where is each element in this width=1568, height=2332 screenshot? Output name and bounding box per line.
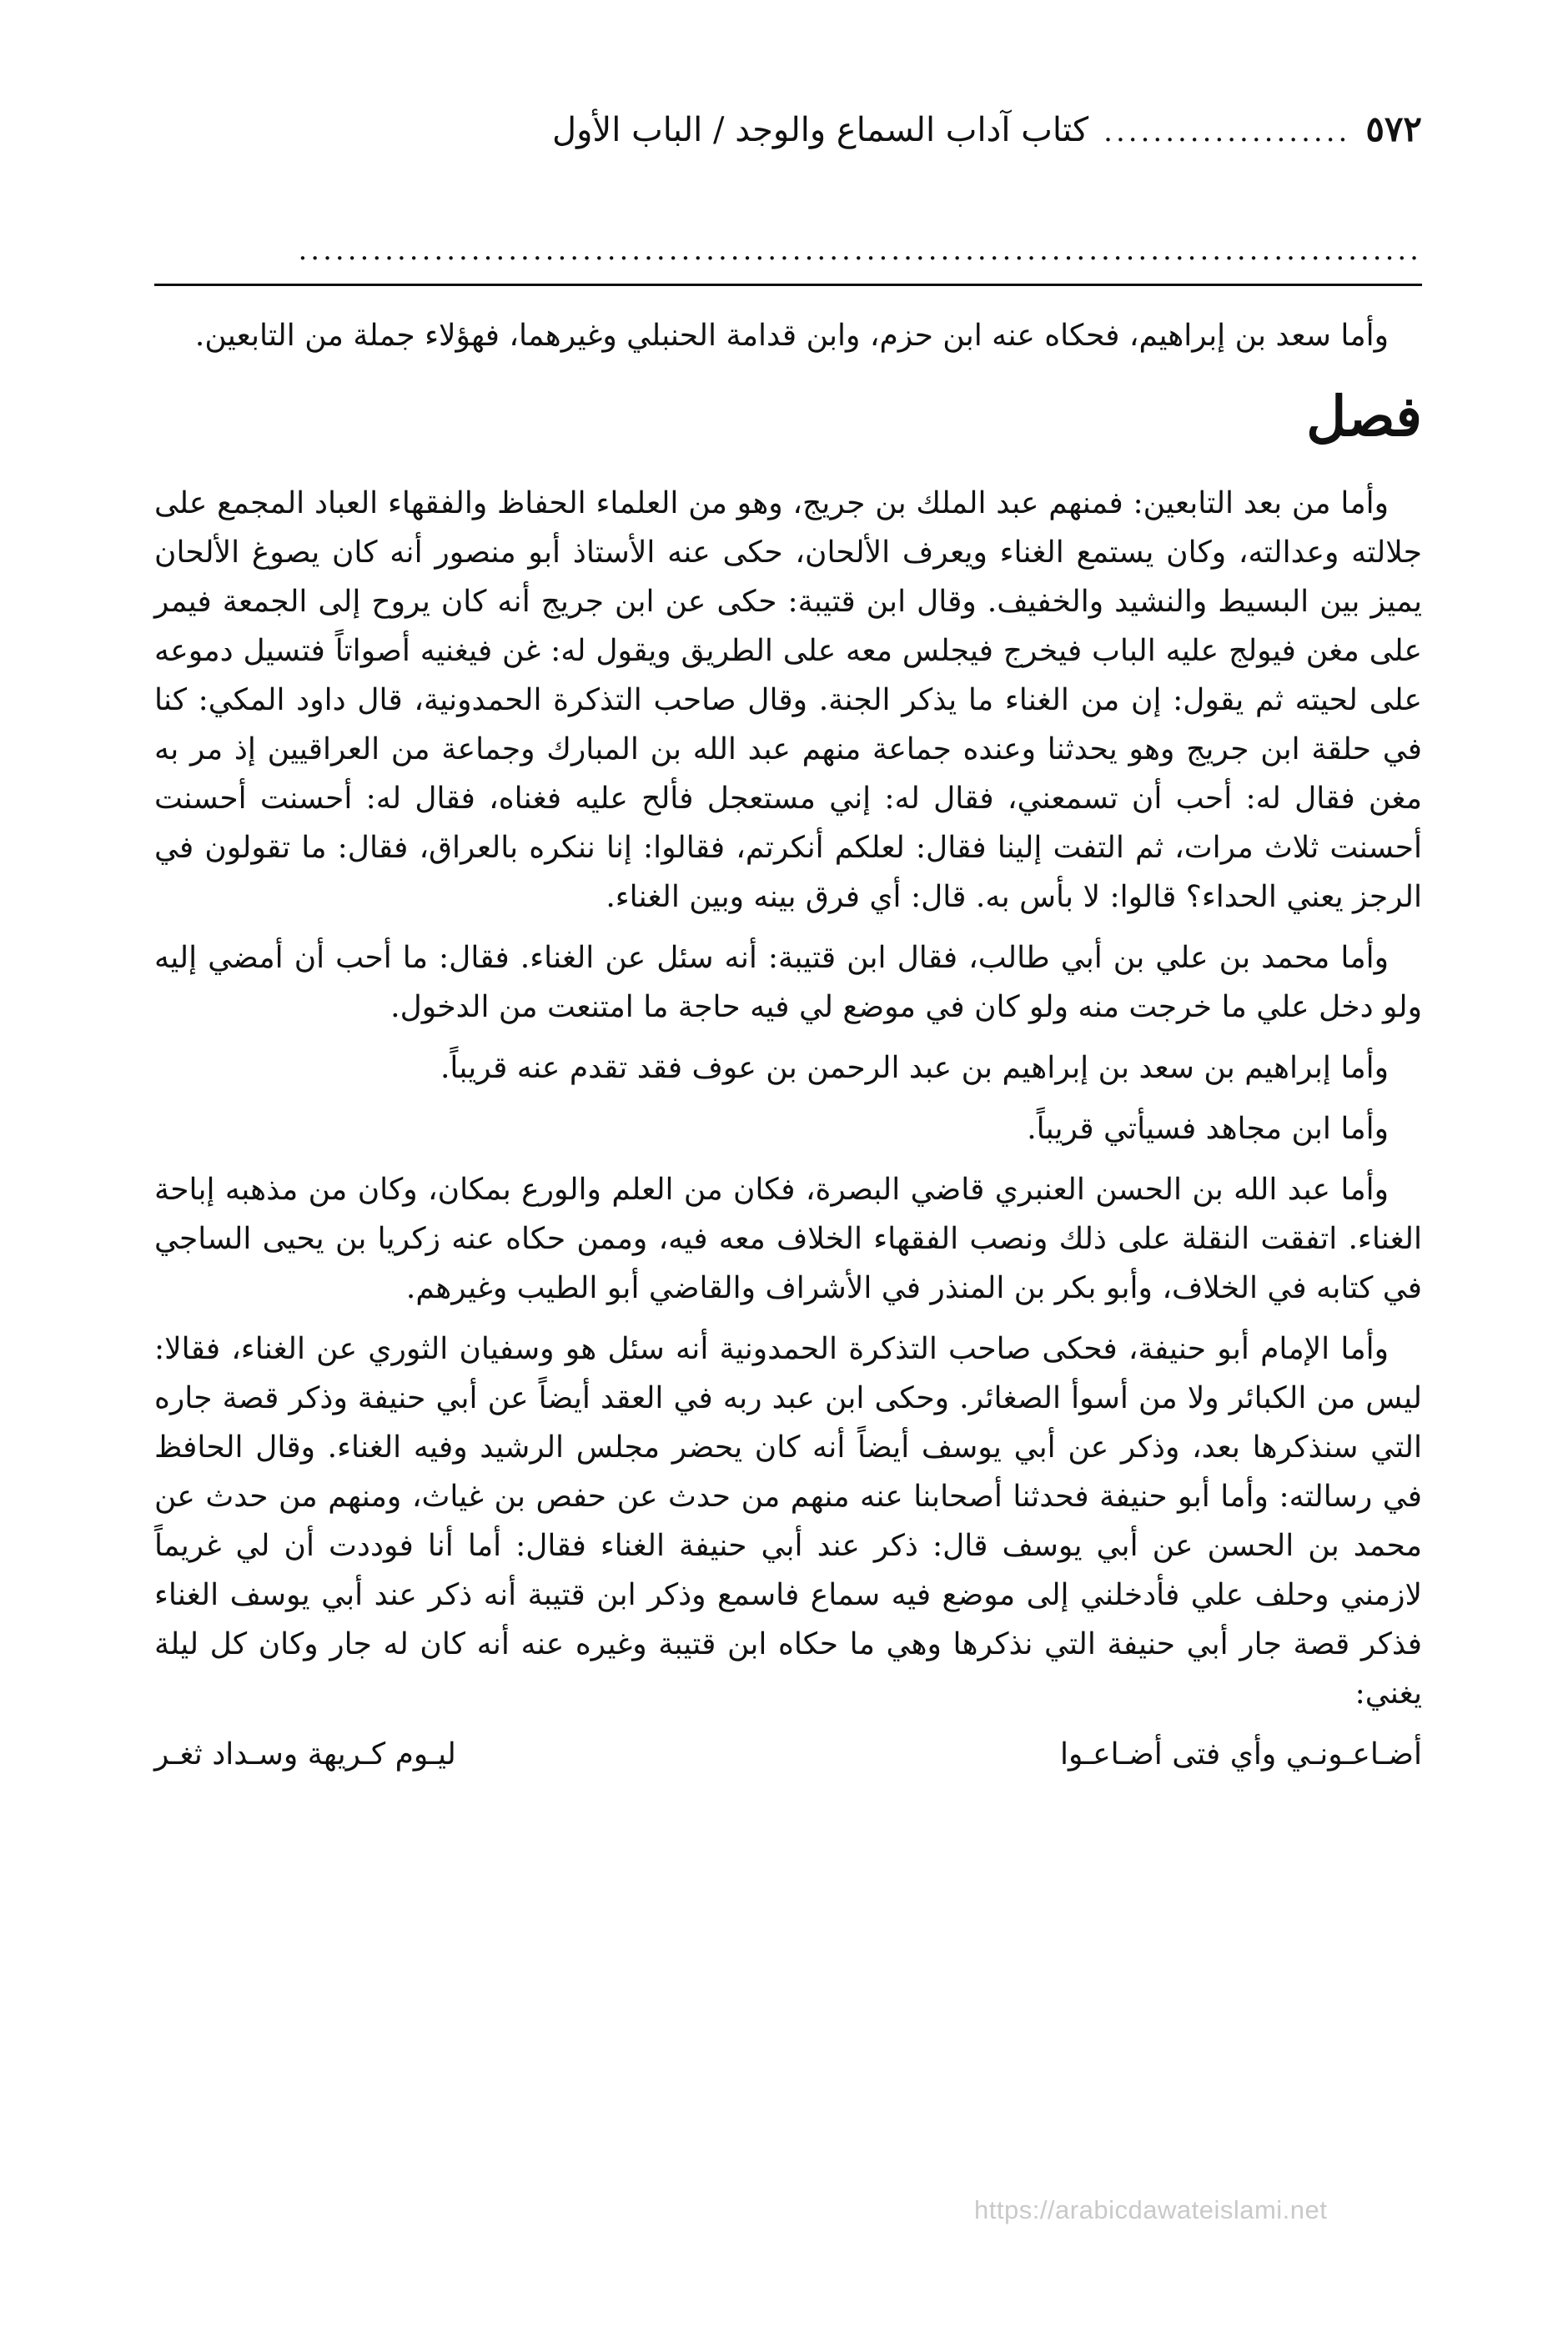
body-text bbox=[154, 311, 1422, 1779]
running-title: كتاب آداب السماع والوجد / الباب الأول bbox=[552, 111, 1089, 149]
paragraph-intro: وأما سعد بن إبراهيم، فحكاه عنه ابن حزم، وابن قدامة الحنبلي وغيرهما، فهؤلاء جملة من التابعين. bbox=[194, 319, 1389, 353]
verse-first-hemistich: أضـاعـونـي وأي فتى أضـاعـوا bbox=[1060, 1737, 1422, 1772]
section-heading: فصل bbox=[1306, 384, 1422, 449]
header-right-group bbox=[552, 100, 1422, 161]
paragraph-ibn-mujahid: وأما ابن مجاهد فسيأتي قريباً. bbox=[1027, 1112, 1389, 1146]
paragraph-muhammad-ibn-ali: وأما محمد بن علي بن أبي طالب، فقال ابن قتيبة: أنه سئل عن الغناء. فقال: ما أحب أن أمضي إليه ولو دخل علي ما خرجت منه ولو كان في موضع لي فيه حاجة ما امتنعت من الدخول. bbox=[154, 941, 1422, 1024]
paragraph-al-anbari: وأما عبد الله بن الحسن العنبري قاضي البصرة، فكان من العلم والورع بمكان، وكان من مذهبه إباحة الغناء. اتفقت النقلة على ذلك ونصب الفقهاء الخلاف معه فيه، وممن حكاه عنه زكريا بن يحيى الساجي في كتابه في الخلاف، وأبو بكر بن المنذر في الأشراف والقاضي أبو الطيب وغيرهم. bbox=[154, 1173, 1422, 1305]
header-dots: .................... bbox=[1103, 115, 1351, 148]
verse-second-hemistich: ليـوم كـريهة وسـداد ثغـر bbox=[154, 1737, 456, 1772]
paragraph-ibrahim-ibn-saad: وأما إبراهيم بن سعد بن إبراهيم بن عبد الرحمن بن عوف فقد تقدم عنه قريباً. bbox=[440, 1051, 1389, 1085]
running-header bbox=[154, 100, 1422, 175]
poetry-verse bbox=[154, 1730, 1422, 1779]
dotted-separator: ........................................................................................... bbox=[298, 234, 1422, 267]
header-rule bbox=[154, 284, 1422, 286]
paragraph-abu-hanifa: وأما الإمام أبو حنيفة، فحكى صاحب التذكرة الحمدونية أنه سئل هو وسفيان الثوري عن الغناء، فقالا: ليس من الكبائر ولا من أسوأ الصغائر. وحكى ابن عبد ربه في العقد أيضاً عن أبي حنيفة وذكر قصة جاره التي سنذكرها بعد، وذكر عن أبي يوسف أيضاً أنه كان يحضر مجلس الرشيد وفيه الغناء. وقال الحافظ في رسالته: وأما أبو حنيفة فحدثنا أصحابنا عنه منهم من حدث عن حفص بن غياث، ومنهم من حدث عن محمد بن الحسن عن أبي يوسف قال: ذكر عند أبي حنيفة الغناء فقال: أما أنا فوددت أن لي غريماً لازمني وحلف علي فأدخلني إلى موضع فيه سماع فاسمع وذكر ابن قتيبة أنه ذكر عند أبي يوسف الغناء فذكر قصة جار أبي حنيفة التي نذكرها وهي ما حكاه ابن قتيبة وغيره عنه أنه كان له جار وكان كل ليلة يغني: bbox=[154, 1332, 1422, 1711]
paragraph-ibn-jurayj: وأما من بعد التابعين: فمنهم عبد الملك بن جريج، وهو من العلماء الحفاظ والفقهاء العباد المجمع على جلالته وعدالته، وكان يستمع الغناء ويعرف الألحان، حكى عنه الأستاذ أبو منصور أنه كان يصوغ الألحان يميز بين البسيط والنشيد والخفيف. وقال ابن قتيبة: حكى عن ابن جريج أنه كان يروح إلى الجمعة فيمر على مغن فيولج عليه الباب فيخرج فيجلس معه على الطريق ويقول له: غن فيغنيه أصواتاً فتسيل دموعه على لحيته ثم يقول: إن من الغناء ما يذكر الجنة. وقال صاحب التذكرة الحمدونية، قال داود المكي: كنا في حلقة ابن جريج وهو يحدثنا وعنده جماعة منهم عبد الله بن المبارك وجماعة من العراقيين إذ مر به مغن فقال له: أحب أن تسمعني، فقال له: إني مستعجل فألح عليه فغناه، فقال له: أحسنت أحسنت أحسنت ثلاث مرات، ثم التفت إلينا فقال: لعلكم أنكرتم، فقالوا: إنا ننكره بالعراق، فقال: ما تقولون في الرجز يعني الحداء؟ قالوا: لا بأس به. قال: أي فرق بينه وبين الغناء. bbox=[154, 486, 1422, 914]
page-number: ٥٧٢ bbox=[1365, 108, 1422, 149]
watermark-url: https://arabicdawateislami.net bbox=[974, 2195, 1328, 2224]
book-page bbox=[154, 100, 1422, 2269]
